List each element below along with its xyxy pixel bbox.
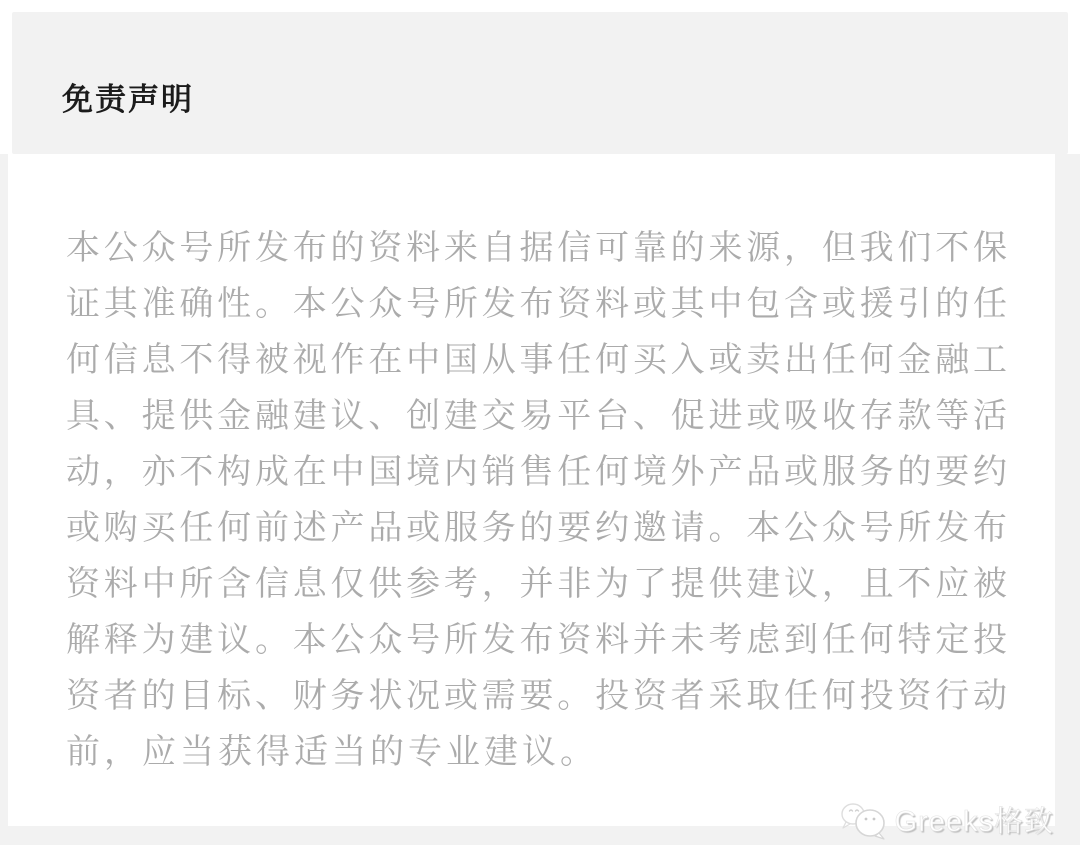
header-band (12, 12, 1068, 154)
disclaimer-line: 资者的目标、财务状况或需要。投资者采取任何投资行动 (66, 677, 1007, 715)
disclaimer-line: 本公众号所发布的资料来自据信可靠的来源，但我们不保 (66, 229, 1007, 267)
disclaimer-card (8, 154, 1055, 826)
chat-bubbles-logo-icon (839, 797, 891, 841)
disclaimer-line: 动，亦不构成在中国境内销售任何境外产品或服务的要约 (66, 453, 1007, 491)
disclaimer-line: 具、提供金融建议、创建交易平台、促进或吸收存款等活 (66, 397, 1007, 435)
disclaimer-line: 解释为建议。本公众号所发布资料并未考虑到任何特定投 (66, 621, 1007, 659)
content-background (0, 154, 1080, 845)
page-title: 免责声明 (62, 82, 194, 117)
disclaimer-line: 前，应当获得适当的专业建议。 (66, 733, 598, 771)
disclaimer-line: 证其准确性。本公众号所发布资料或其中包含或援引的任 (66, 285, 1007, 323)
disclaimer-line: 资料中所含信息仅供参考，并非为了提供建议，且不应被 (66, 565, 1007, 603)
watermark (839, 797, 1054, 841)
disclaimer-line: 何信息不得被视作在中国从事任何买入或卖出任何金融工 (66, 341, 1007, 379)
watermark-label: Greeks格致 (894, 805, 1054, 838)
disclaimer-line: 或购买任何前述产品或服务的要约邀请。本公众号所发布 (66, 509, 1007, 547)
